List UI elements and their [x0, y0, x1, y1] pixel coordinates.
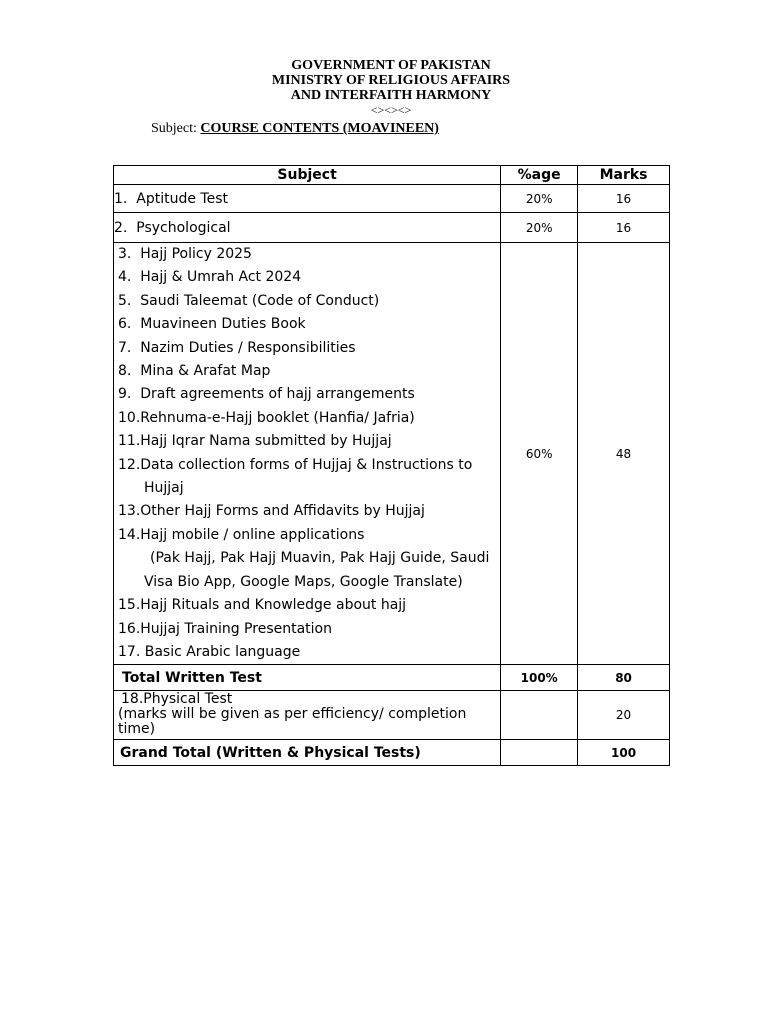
header-subject: Subject: [114, 166, 501, 185]
table-row-group: [114, 243, 670, 665]
list-item-continuation: Visa Bio App, Google Maps, Google Translate): [144, 573, 463, 590]
grand-total-percentage: [501, 740, 578, 766]
header-line-3: AND INTERFAITH HARMONY: [290, 88, 492, 103]
header-separator: <><><>: [370, 103, 412, 117]
group-item-list: [114, 243, 500, 664]
list-item: 14. Hajj mobile / online applications: [118, 526, 365, 543]
row-marks: 16: [578, 213, 670, 243]
list-item: 16. Hujjaj Training Presentation: [118, 620, 332, 637]
physical-test-note: (marks will be given as per efficiency/ completion: [118, 706, 467, 723]
list-item: 9. Draft agreements of hajj arrangements: [118, 386, 415, 403]
total-written-row: [114, 665, 670, 691]
row-subject-text: Psychological: [136, 219, 231, 236]
header-line-2: MINISTRY OF RELIGIOUS AFFAIRS: [271, 73, 511, 88]
physical-test-marks: 20: [578, 691, 670, 740]
header-line-1: GOVERNMENT OF PAKISTAN: [291, 58, 491, 73]
physical-test-subject: [114, 691, 501, 740]
course-contents-table: [113, 165, 670, 766]
list-item: 5. Saudi Taleemat (Code of Conduct): [118, 292, 380, 309]
group-marks: 48: [578, 243, 670, 665]
table-row: [114, 213, 670, 243]
total-written-percentage: 100%: [501, 665, 578, 691]
list-item: 17. Basic Arabic language: [118, 643, 301, 660]
group-subjects: [114, 243, 501, 665]
row-percentage: 20%: [501, 213, 578, 243]
row-number: 2.: [114, 219, 137, 236]
row-subject: [114, 185, 501, 213]
list-item: 10. Rehnuma-e-Hajj booklet (Hanfia/ Jafria): [118, 409, 415, 426]
list-item: 8. Mina & Arafat Map: [118, 363, 271, 380]
row-marks: 16: [578, 185, 670, 213]
row-subject: [114, 213, 501, 243]
table-header-row: [114, 166, 670, 185]
total-written-marks: 80: [578, 665, 670, 691]
list-item: 4. Hajj & Umrah Act 2024: [118, 269, 302, 286]
header-percentage: %age: [501, 166, 578, 185]
subject-label: Subject:: [151, 121, 197, 136]
document-header: [0, 58, 768, 117]
list-item: 13. Other Hajj Forms and Affidavits by Hujjaj: [118, 503, 425, 520]
list-item-continuation: (Pak Hajj, Pak Hajj Muavin, Pak Hajj Guide, Saudi: [150, 550, 490, 567]
row-number: 1.: [114, 190, 137, 207]
list-item: 7. Nazim Duties / Responsibilities: [118, 339, 356, 356]
row-percentage: 20%: [501, 185, 578, 213]
physical-test-note-cont: time): [118, 721, 156, 738]
total-written-label: Total Written Test: [114, 665, 501, 691]
list-item: 6. Muavineen Duties Book: [118, 316, 306, 333]
grand-total-marks: 100: [578, 740, 670, 766]
row-subject-text: Aptitude Test: [136, 190, 228, 207]
physical-test-row: [114, 691, 670, 740]
list-item: 12. Data collection forms of Hujjaj & Instructions to: [118, 456, 473, 473]
group-percentage: 60%: [501, 243, 578, 665]
list-item: 15. Hajj Rituals and Knowledge about hajj: [118, 597, 407, 614]
list-item-continuation: Hujjaj: [144, 480, 184, 497]
grand-total-row: [114, 740, 670, 766]
subject-line: [151, 121, 439, 137]
table-row: [114, 185, 670, 213]
list-item: 11. Hajj Iqrar Nama submitted by Hujjaj: [118, 433, 392, 450]
physical-test-title: 18.Physical Test: [121, 691, 233, 708]
list-item: 3. Hajj Policy 2025: [118, 246, 252, 262]
header-marks: Marks: [578, 166, 670, 185]
subject-value: COURSE CONTENTS (MOAVINEEN): [200, 121, 439, 136]
physical-test-percentage: [501, 691, 578, 740]
grand-total-label: Grand Total (Written & Physical Tests): [114, 740, 501, 766]
